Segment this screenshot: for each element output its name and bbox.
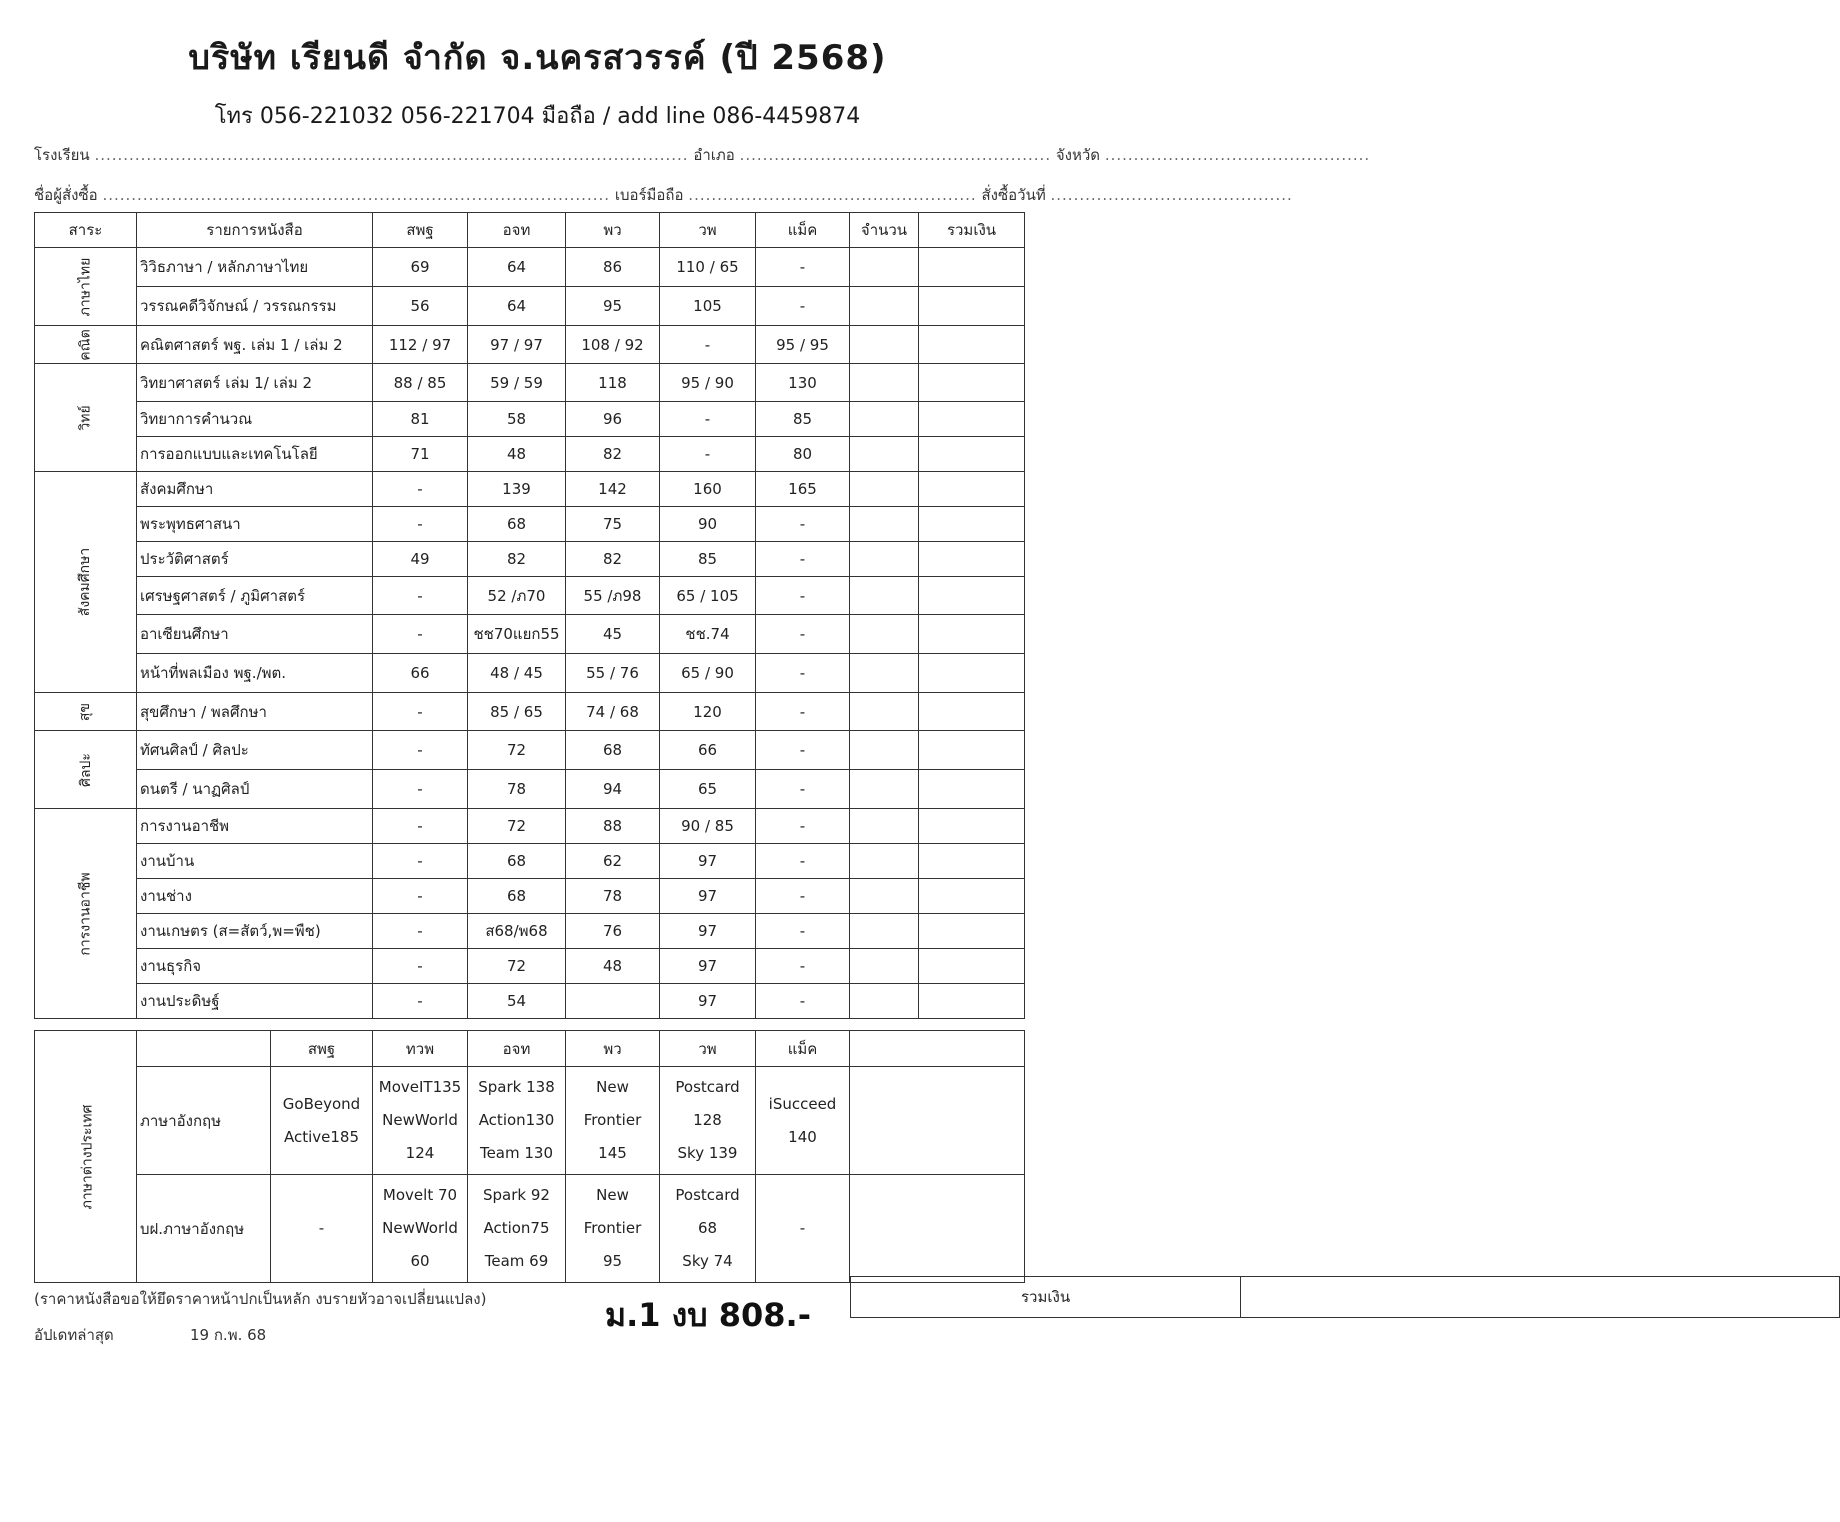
phone-label: เบอร์มือถือ — [614, 186, 684, 204]
price-cell: 72 — [468, 949, 566, 984]
grand-total-label: รวมเงิน — [851, 1277, 1241, 1318]
table-row — [35, 577, 1025, 615]
price-cell: 97 / 97 — [468, 326, 566, 364]
book-title: หน้าที่พลเมือง พฐ./พต. — [137, 654, 373, 693]
price-cell: 56 — [373, 287, 468, 326]
price-table — [34, 212, 1025, 1019]
price-cell: 95 — [566, 287, 660, 326]
contact-line: โทร 056-221032 056-221704 มือถือ / add line 086-4459874 — [214, 104, 861, 129]
quantity-cell[interactable] — [850, 577, 919, 615]
price-cell: - — [373, 949, 468, 984]
table-row — [35, 654, 1025, 693]
book-title: พระพุทธศาสนา — [137, 507, 373, 542]
grand-total-field[interactable] — [1241, 1277, 1840, 1318]
book-title: ทัศนศิลป์ / ศิลปะ — [137, 731, 373, 770]
subject-cell: สุข — [35, 693, 137, 731]
price-cell: ชช70แยก55 — [468, 615, 566, 654]
subject-cell: ภาษาไทย — [35, 248, 137, 326]
price-cell: 81 — [373, 402, 468, 437]
quantity-cell[interactable] — [850, 542, 919, 577]
price-cell: Spark 92 Action75 Team 69 — [468, 1175, 566, 1283]
book-title: งานธุรกิจ — [137, 949, 373, 984]
col-header: แม็ค — [756, 1031, 850, 1067]
book-title: การออกแบบและเทคโนโลยี — [137, 437, 373, 472]
col-header: วพ — [660, 1031, 756, 1067]
price-cell: - — [373, 507, 468, 542]
price-cell: - — [660, 437, 756, 472]
price-cell: 75 — [566, 507, 660, 542]
price-cell: 82 — [468, 542, 566, 577]
price-cell: New Frontier 145 — [566, 1067, 660, 1175]
table-row — [35, 472, 1025, 507]
book-title: ประวัติศาสตร์ — [137, 542, 373, 577]
price-cell: Movelt 70 NewWorld 60 — [373, 1175, 468, 1283]
price-cell: - — [373, 472, 468, 507]
buyer-info-line: ชื่อผู้สั่งซื้อ ........................................................................................ เบอร์มือถือ .................................................. สั่งซื้อวันที่ .......................................... — [34, 186, 1293, 204]
price-cell: - — [756, 287, 850, 326]
price-cell: - — [756, 879, 850, 914]
col-header: แม็ค — [756, 213, 850, 248]
quantity-cell[interactable] — [850, 437, 919, 472]
price-cell: - — [756, 615, 850, 654]
price-cell: - — [756, 844, 850, 879]
price-cell: - — [660, 326, 756, 364]
col-header: พว — [566, 213, 660, 248]
total-cell[interactable] — [919, 731, 1025, 770]
quantity-cell[interactable] — [850, 731, 919, 770]
col-header: อจท — [468, 1031, 566, 1067]
grand-total-box — [850, 1276, 1840, 1318]
col-header: รวมเงิน — [919, 213, 1025, 248]
price-cell: 66 — [660, 731, 756, 770]
price-cell: 88 — [566, 809, 660, 844]
total-cell[interactable] — [919, 326, 1025, 364]
price-cell: - — [373, 914, 468, 949]
price-cell: - — [373, 879, 468, 914]
price-cell: 48 / 45 — [468, 654, 566, 693]
total-cell[interactable] — [919, 770, 1025, 809]
table-row — [35, 879, 1025, 914]
district-label: อำเภอ — [693, 146, 735, 164]
price-cell: - — [756, 731, 850, 770]
book-title: ดนตรี / นาฏศิลป์ — [137, 770, 373, 809]
book-title: งานเกษตร (ส=สัตว์,พ=พืช) — [137, 914, 373, 949]
book-title: อาเซียนศึกษา — [137, 615, 373, 654]
price-cell — [566, 984, 660, 1019]
total-cell[interactable] — [919, 437, 1025, 472]
price-cell: 68 — [566, 731, 660, 770]
price-cell: 130 — [756, 364, 850, 402]
col-header: สาระ — [35, 213, 137, 248]
price-cell: - — [373, 693, 468, 731]
quantity-cell[interactable] — [850, 364, 919, 402]
book-title: วิทยาการคำนวณ — [137, 402, 373, 437]
total-cell[interactable] — [919, 949, 1025, 984]
col-header: สพฐ — [373, 213, 468, 248]
total-cell[interactable] — [850, 1175, 1025, 1283]
quantity-cell[interactable] — [850, 615, 919, 654]
book-title: งานช่าง — [137, 879, 373, 914]
total-cell[interactable] — [919, 615, 1025, 654]
price-cell: 65 / 90 — [660, 654, 756, 693]
price-cell: 86 — [566, 248, 660, 287]
price-cell: 48 — [566, 949, 660, 984]
quantity-cell[interactable] — [850, 879, 919, 914]
quantity-cell[interactable] — [850, 287, 919, 326]
book-title: ภาษาอังกฤษ — [137, 1067, 271, 1175]
total-cell[interactable] — [919, 287, 1025, 326]
price-cell: - — [756, 248, 850, 287]
price-cell: 118 — [566, 364, 660, 402]
total-cell[interactable] — [919, 693, 1025, 731]
total-cell[interactable] — [919, 984, 1025, 1019]
table-row — [35, 248, 1025, 287]
price-cell: 78 — [468, 770, 566, 809]
col-header: สพฐ — [271, 1031, 373, 1067]
table-row — [35, 326, 1025, 364]
price-cell: 108 / 92 — [566, 326, 660, 364]
update-label: อัปเดทล่าสุด — [34, 1326, 114, 1344]
price-cell: 97 — [660, 914, 756, 949]
price-cell: Postcard 128 Sky 139 — [660, 1067, 756, 1175]
price-cell: - — [373, 577, 468, 615]
price-cell: 97 — [660, 879, 756, 914]
table-row — [35, 287, 1025, 326]
price-cell: 105 — [660, 287, 756, 326]
total-cell[interactable] — [919, 542, 1025, 577]
update-date: 19 ก.พ. 68 — [190, 1326, 267, 1344]
price-cell: 97 — [660, 949, 756, 984]
price-cell: 52 /ภ70 — [468, 577, 566, 615]
foreign-language-table — [34, 1030, 1025, 1283]
price-cell: GoBeyond Active185 — [271, 1067, 373, 1175]
table-row — [35, 693, 1025, 731]
col-header: อจท — [468, 213, 566, 248]
price-cell: 59 / 59 — [468, 364, 566, 402]
total-cell[interactable] — [919, 402, 1025, 437]
total-cell[interactable] — [919, 507, 1025, 542]
school-label: โรงเรียน — [34, 146, 90, 164]
quantity-cell[interactable] — [850, 984, 919, 1019]
quantity-cell[interactable] — [850, 507, 919, 542]
price-cell: - — [756, 809, 850, 844]
table-row — [35, 844, 1025, 879]
price-cell: - — [756, 984, 850, 1019]
foreign-header-row — [35, 1031, 1025, 1067]
book-title: การงานอาชีพ — [137, 809, 373, 844]
price-cell: - — [271, 1175, 373, 1283]
quantity-cell[interactable] — [850, 326, 919, 364]
price-cell: - — [373, 731, 468, 770]
price-cell: 96 — [566, 402, 660, 437]
price-cell: 94 — [566, 770, 660, 809]
price-cell: 62 — [566, 844, 660, 879]
price-cell: Postcard 68 Sky 74 — [660, 1175, 756, 1283]
total-cell[interactable] — [919, 472, 1025, 507]
price-cell: - — [373, 770, 468, 809]
table-row — [35, 1067, 1025, 1175]
price-cell: 68 — [468, 507, 566, 542]
price-cell: 76 — [566, 914, 660, 949]
price-cell: 82 — [566, 542, 660, 577]
price-cell: 139 — [468, 472, 566, 507]
col-header: พว — [566, 1031, 660, 1067]
book-title: งานประดิษฐ์ — [137, 984, 373, 1019]
quantity-cell[interactable] — [850, 914, 919, 949]
quantity-cell[interactable] — [850, 472, 919, 507]
price-cell: - — [756, 693, 850, 731]
price-cell: 64 — [468, 287, 566, 326]
price-cell: - — [756, 914, 850, 949]
price-cell: 49 — [373, 542, 468, 577]
price-cell: 90 / 85 — [660, 809, 756, 844]
col-header: จำนวน — [850, 213, 919, 248]
price-cell: 72 — [468, 809, 566, 844]
total-cell[interactable] — [850, 1067, 1025, 1175]
price-cell: Spark 138 Action130 Team 130 — [468, 1067, 566, 1175]
table-header-row — [35, 213, 1025, 248]
price-cell: 88 / 85 — [373, 364, 468, 402]
order-date-label: สั่งซื้อวันที่ — [981, 186, 1046, 204]
price-cell: 66 — [373, 654, 468, 693]
total-cell[interactable] — [919, 844, 1025, 879]
table-row — [35, 542, 1025, 577]
price-cell: 78 — [566, 879, 660, 914]
table-row — [35, 1175, 1025, 1283]
budget-total: ม.1 งบ 808.- — [605, 1296, 811, 1334]
total-cell[interactable] — [919, 248, 1025, 287]
table-row — [35, 402, 1025, 437]
table-row — [35, 731, 1025, 770]
price-cell: 45 — [566, 615, 660, 654]
price-cell: 165 — [756, 472, 850, 507]
price-cell: 97 — [660, 844, 756, 879]
quantity-cell[interactable] — [850, 949, 919, 984]
buyer-label: ชื่อผู้สั่งซื้อ — [34, 186, 98, 204]
price-cell: MoveIT135 NewWorld 124 — [373, 1067, 468, 1175]
price-cell: 65 / 105 — [660, 577, 756, 615]
quantity-cell[interactable] — [850, 693, 919, 731]
table-row — [35, 984, 1025, 1019]
book-title: เศรษฐศาสตร์ / ภูมิศาสตร์ — [137, 577, 373, 615]
price-cell: 74 / 68 — [566, 693, 660, 731]
col-header: วพ — [660, 213, 756, 248]
total-cell[interactable] — [919, 577, 1025, 615]
subject-cell: วิทย์ — [35, 364, 137, 472]
price-cell: - — [373, 615, 468, 654]
table-row — [35, 949, 1025, 984]
price-cell: 85 / 65 — [468, 693, 566, 731]
price-cell: 120 — [660, 693, 756, 731]
company-title: บริษัท เรียนดี จำกัด จ.นครสวรรค์ (ปี 2568) — [188, 38, 887, 78]
table-row — [35, 914, 1025, 949]
total-cell[interactable] — [919, 364, 1025, 402]
price-cell: New Frontier 95 — [566, 1175, 660, 1283]
quantity-cell[interactable] — [850, 809, 919, 844]
price-cell: 142 — [566, 472, 660, 507]
book-title: สังคมศึกษา — [137, 472, 373, 507]
total-cell[interactable] — [919, 879, 1025, 914]
price-cell: 68 — [468, 879, 566, 914]
subject-cell: การงานอาชีพ — [35, 809, 137, 1019]
price-cell: 64 — [468, 248, 566, 287]
price-cell: - — [373, 809, 468, 844]
quantity-cell[interactable] — [850, 402, 919, 437]
school-info-line: โรงเรียน ....................................................................................................... อำเภอ ...................................................... จังหวัด .............................................. — [34, 146, 1371, 164]
quantity-cell[interactable] — [850, 248, 919, 287]
price-cell: 112 / 97 — [373, 326, 468, 364]
book-title: วิวิธภาษา / หลักภาษาไทย — [137, 248, 373, 287]
price-cell: - — [756, 949, 850, 984]
quantity-cell[interactable] — [850, 654, 919, 693]
price-cell: 55 /ภ98 — [566, 577, 660, 615]
price-cell: ชช.74 — [660, 615, 756, 654]
price-cell: 68 — [468, 844, 566, 879]
total-cell[interactable] — [919, 654, 1025, 693]
table-row — [35, 770, 1025, 809]
table-row — [35, 615, 1025, 654]
price-note: (ราคาหนังสือขอให้ยึดราคาหน้าปกเป็นหลัก งบรายหัวอาจเปลี่ยนแปลง) — [34, 1290, 487, 1308]
quantity-cell[interactable] — [850, 844, 919, 879]
book-title: วรรณคดีวิจักษณ์ / วรรณกรรม — [137, 287, 373, 326]
price-cell: 54 — [468, 984, 566, 1019]
price-cell: 97 — [660, 984, 756, 1019]
price-cell: - — [660, 402, 756, 437]
table-row — [35, 809, 1025, 844]
quantity-cell[interactable] — [850, 770, 919, 809]
total-cell[interactable] — [919, 914, 1025, 949]
price-cell: 95 / 90 — [660, 364, 756, 402]
price-cell: - — [756, 654, 850, 693]
table-row — [35, 507, 1025, 542]
table-row — [35, 437, 1025, 472]
book-title: สุขศึกษา / พลศึกษา — [137, 693, 373, 731]
price-cell: 85 — [756, 402, 850, 437]
subject-cell: คณิต — [35, 326, 137, 364]
price-cell: 65 — [660, 770, 756, 809]
price-cell: - — [756, 507, 850, 542]
price-cell: iSucceed 140 — [756, 1067, 850, 1175]
price-cell: - — [756, 577, 850, 615]
subject-cell: ภาษาต่างประเทศ — [35, 1031, 137, 1283]
price-cell: 85 — [660, 542, 756, 577]
book-title: คณิตศาสตร์ พฐ. เล่ม 1 / เล่ม 2 — [137, 326, 373, 364]
table-row — [35, 364, 1025, 402]
price-cell: 58 — [468, 402, 566, 437]
price-cell: 90 — [660, 507, 756, 542]
price-cell: 80 — [756, 437, 850, 472]
price-cell: - — [373, 984, 468, 1019]
price-cell: 55 / 76 — [566, 654, 660, 693]
price-cell: 72 — [468, 731, 566, 770]
price-cell: 160 — [660, 472, 756, 507]
price-cell: 69 — [373, 248, 468, 287]
subject-cell: สังคมศึกษา — [35, 472, 137, 693]
price-cell: 71 — [373, 437, 468, 472]
price-cell: - — [373, 844, 468, 879]
price-cell: - — [756, 542, 850, 577]
subject-cell: ศิลปะ — [35, 731, 137, 809]
province-label: จังหวัด — [1055, 146, 1101, 164]
price-cell: - — [756, 1175, 850, 1283]
col-header: รายการหนังสือ — [137, 213, 373, 248]
total-cell[interactable] — [919, 809, 1025, 844]
price-cell: 82 — [566, 437, 660, 472]
price-cell: 48 — [468, 437, 566, 472]
book-title: งานบ้าน — [137, 844, 373, 879]
book-title: วิทยาศาสตร์ เล่ม 1/ เล่ม 2 — [137, 364, 373, 402]
price-cell: ส68/พ68 — [468, 914, 566, 949]
price-cell: 110 / 65 — [660, 248, 756, 287]
book-title: บฝ.ภาษาอังกฤษ — [137, 1175, 271, 1283]
price-cell: - — [756, 770, 850, 809]
col-header: ทวพ — [373, 1031, 468, 1067]
price-cell: 95 / 95 — [756, 326, 850, 364]
